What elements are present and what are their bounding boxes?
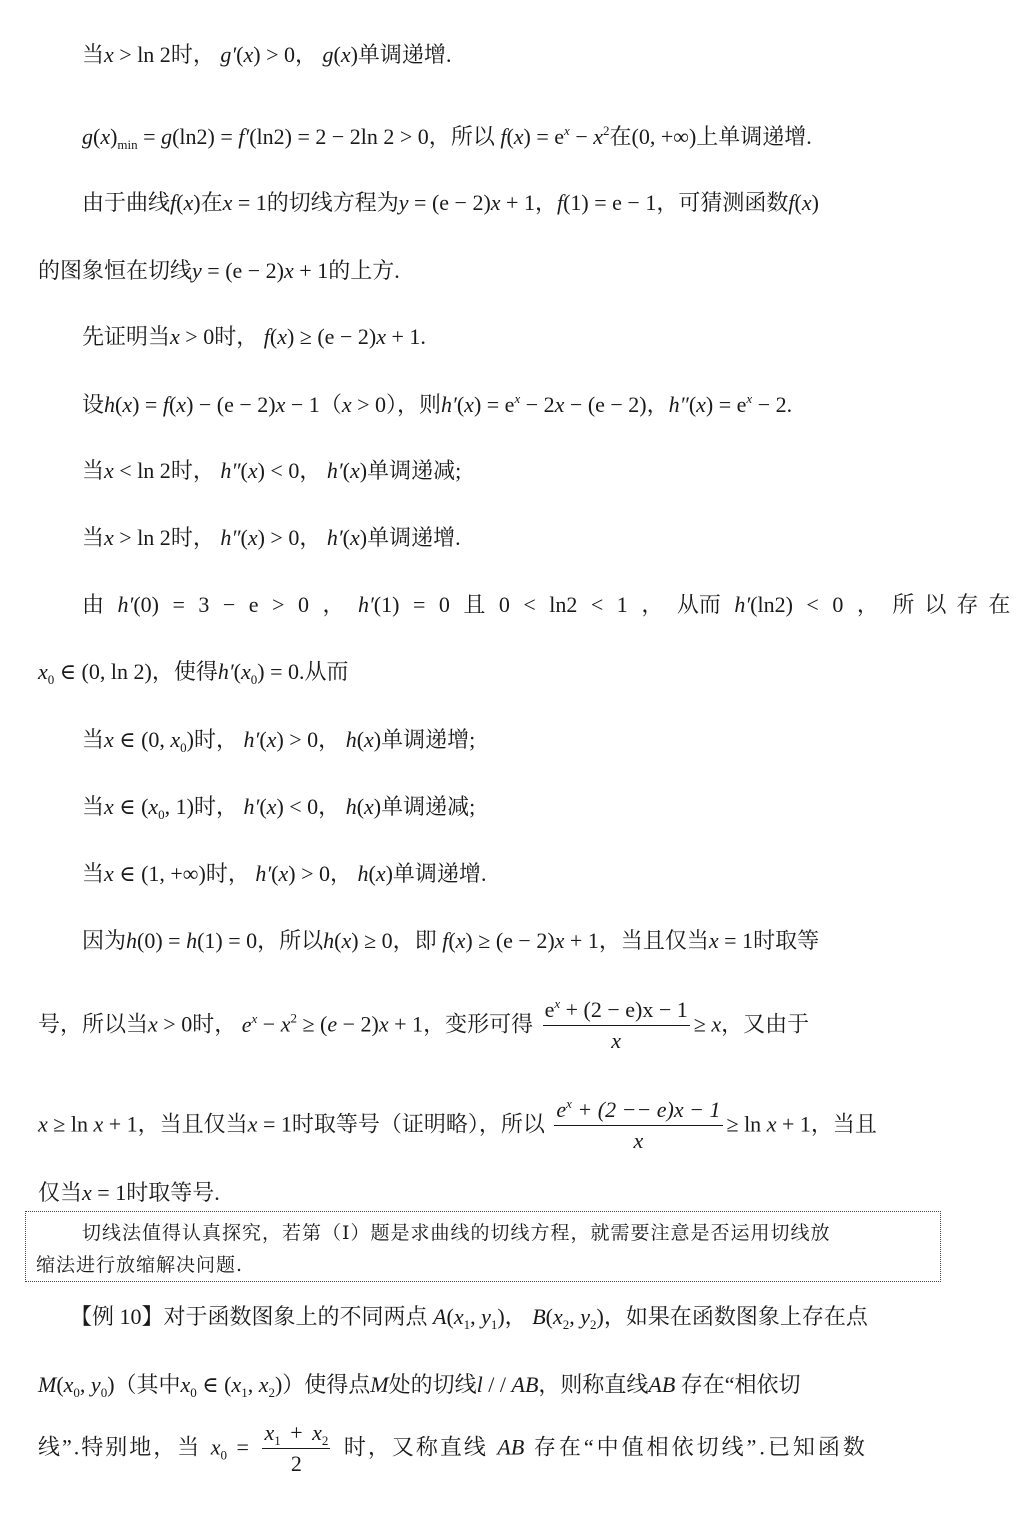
text-line-13: 当x ∈ (1, +∞)时， h′(x) > 0， h(x)单调递增. [82, 861, 487, 886]
text-line-12: 当x ∈ ($x_0$, 1)时， h′(x) < 0， h(x)单调递减; [82, 794, 476, 822]
text-line-4: 的图象恒在切线y = (e − 2)x + 1的上方. [38, 258, 400, 283]
text-line-16: x ≥ ln x + 1，当且仅当x = 1时取等号（证明略），所以 $\frac{e^x + (2 -- e)x - 1}{x}$ ≥ ln x + 1，当且 [38, 1097, 877, 1156]
text-line-17: 仅当x = 1时取等号. [38, 1180, 220, 1205]
example-line-1: 【例 10】对于函数图象上的不同两点 $A(x_1$, $y_1$)， $B(x_2$, $y_2$)，如果在函数图象上存在点 [70, 1304, 868, 1332]
example-line-3: 线”.特别地，当 $x_0$ = $\frac{x_1 + x_2}{2}$ 时，又称直线 AB 存在“中值相依切线”.已知函数 [38, 1420, 868, 1479]
example-line-2: $M(x_0$, $y_0$)（其中$x_0$ ∈ ($x_1$, $x_2$)）使得点M处的切线l / / AB，则称直线AB 存在“相依切 [38, 1372, 801, 1400]
text-line-6: 设h(x) = f(x) − (e − 2)x − 1（x > 0），则$h'(x) = e^x - 2x - (e - 2)$，$h''(x) = e^x - 2$. [82, 391, 793, 417]
text-line-3: 由于曲线f(x)在x = 1的切线方程为y = (e − 2)x + 1，f(1) = e − 1，可猜测函数f(x) [82, 190, 819, 215]
example-label: 【例 10】 [70, 1304, 164, 1329]
text-line-14: 因为h(0) = h(1) = 0，所以h(x) ≥ 0，即 f(x) ≥ (e − 2)x + 1，当且仅当x = 1时取等 [82, 928, 820, 953]
text-line-11: 当x ∈ (0, $x_0$)时， h′(x) > 0， h(x)单调递增; [82, 727, 476, 755]
text-line-1: 当x > ln 2时， g′(x) > 0， g(x)单调递增. [82, 42, 452, 67]
note-box [25, 1211, 941, 1282]
note-line-2: 缩法进行放缩解决问题. [36, 1254, 244, 1276]
fraction-3: $\frac{x_1 + x_2}{2}$ [264, 1420, 329, 1476]
text-line-9: 由 h′(0) = 3 − e > 0 ， h′(1) = 0 且 0 < ln2 < 1 ， 从而 h′(ln2) < 0 ， 所以存在 [82, 592, 1020, 617]
fraction-2: $\frac{e^x + (2 -- e)x - 1}{x}$ [556, 1096, 721, 1153]
text-line-10: $x_0$ ∈ (0, ln 2)，使得$h'(x_0) = 0$.从而 [38, 659, 349, 687]
text-line-8: 当x > ln 2时， h″(x) > 0， h′(x)单调递增. [82, 525, 461, 550]
text-line-15: 号，所以当x > 0时， $e^x - x^2 \ge (e - 2)x + 1$，变形可得 $\frac{e^x + (2 - e)x - 1}{x}$ ≥ x，又由于 [38, 997, 809, 1056]
fraction-1: $\frac{e^x + (2 - e)x - 1}{x}$ [544, 996, 688, 1053]
note-line-1: 切线法值得认真探究，若第（I）题是求曲线的切线方程，就需要注意是否运用切线放 [82, 1222, 831, 1244]
text-line-5: 先证明当x > 0时， f(x) ≥ (e − 2)x + 1. [82, 324, 426, 349]
text-line-7: 当x < ln 2时， h″(x) < 0， h′(x)单调递减; [82, 458, 462, 483]
text-line-2: $g(x)_{min} = g(\ln 2) = f'(\ln 2) = 2 - 2\ln$ 2 > 0，所以 $f(x) = e^x - x^2$在(0, +∞)上单调递增. [82, 123, 812, 152]
